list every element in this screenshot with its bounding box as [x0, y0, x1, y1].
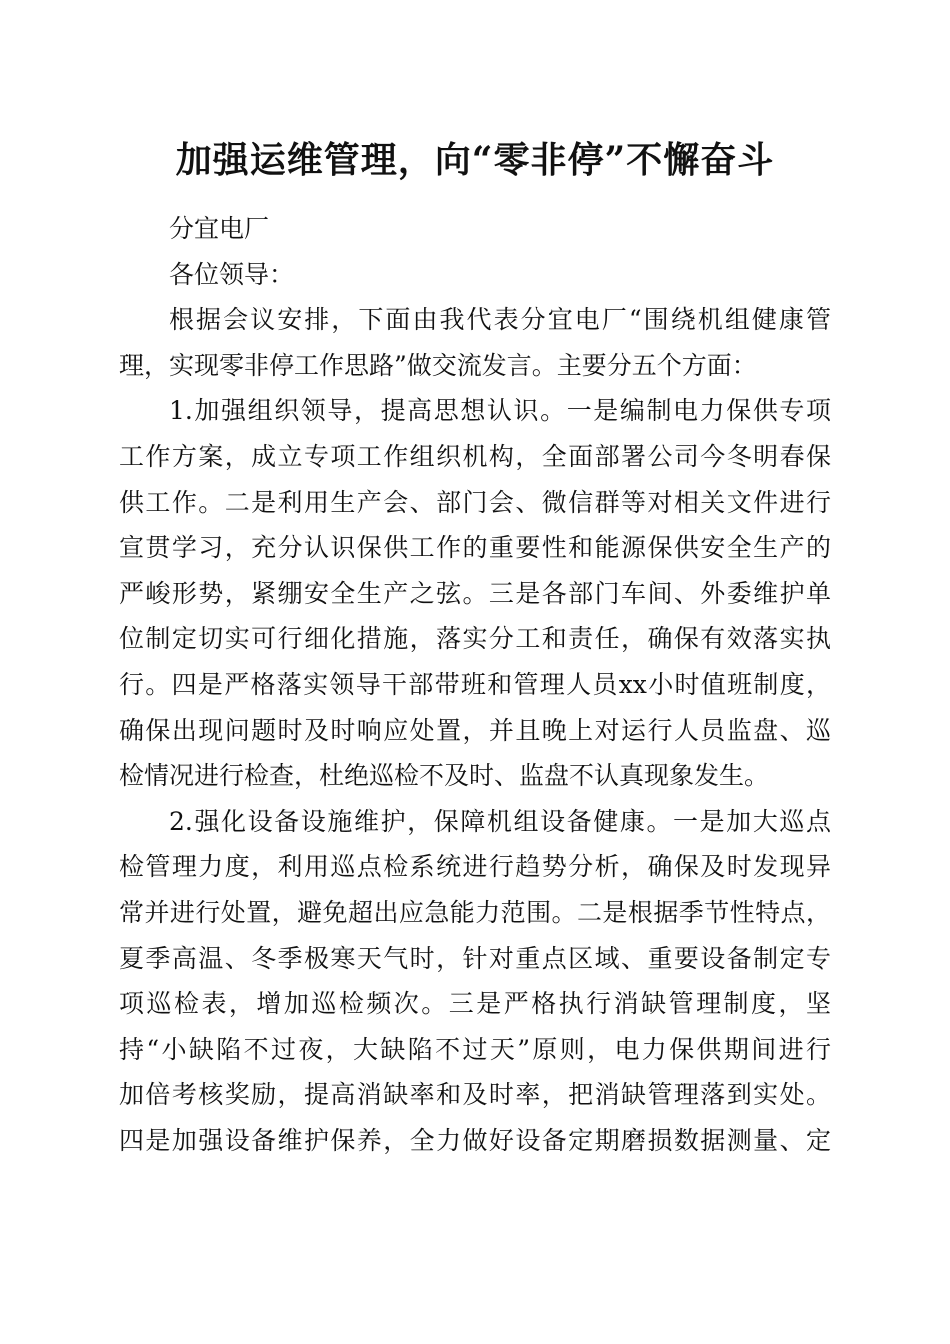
text-line: 各位领导：	[169, 259, 295, 289]
text-line: 持“小缺陷不过夜，大缺陷不过天”原则，电力保供期间进行	[119, 1034, 831, 1064]
paragraph-section-2	[119, 799, 831, 1164]
text-line: 四是加强设备维护保养，全力做好设备定期磨损数据测量、定	[119, 1125, 831, 1155]
document-title: 加强运维管理，向“零非停”不懈奋斗	[175, 139, 775, 181]
text-line: 确保出现问题时及时响应处置，并且晚上对运行人员监盘、巡	[119, 715, 831, 745]
document-body	[119, 206, 831, 1163]
salutation-line	[119, 252, 831, 298]
paragraph-section-1	[119, 388, 831, 798]
author-line	[119, 206, 831, 252]
text-line: 位制定切实可行细化措施，落实分工和责任，确保有效落实执	[119, 624, 831, 654]
text-line: 宣贯学习，充分认识保供工作的重要性和能源保供安全生产的	[119, 533, 831, 563]
text-line: 1.加强组织领导，提高思想认识。一是编制电力保供专项	[169, 396, 831, 426]
text-line: 分宜电厂	[169, 214, 270, 243]
text-line: 夏季高温、冬季极寒天气时，针对重点区域、重要设备制定专	[119, 943, 831, 973]
paragraph-intro	[119, 297, 831, 388]
text-line: 工作方案，成立专项工作组织机构，全面部署公司今冬明春保	[119, 441, 831, 471]
text-line: 检管理力度，利用巡点检系统进行趋势分析，确保及时发现异	[119, 852, 831, 882]
text-line: 加倍考核奖励，提高消缺率和及时率，把消缺管理落到实处。	[119, 1080, 831, 1110]
text-line: 供工作。二是利用生产会、部门会、微信群等对相关文件进行	[119, 487, 831, 517]
text-line: 严峻形势，紧绷安全生产之弦。三是各部门车间、外委维护单	[119, 578, 831, 608]
text-line: 行。四是严格落实领导干部带班和管理人员xx小时值班制度，	[119, 669, 831, 699]
text-line: 根据会议安排，下面由我代表分宜电厂“围绕机组健康管	[169, 305, 831, 335]
text-line: 检情况进行检查，杜绝巡检不及时、监盘不认真现象发生。	[119, 761, 770, 791]
text-line: 理，实现零非停工作思路”做交流发言。主要分五个方面：	[119, 350, 757, 380]
text-line: 2.强化设备设施维护，保障机组设备健康。一是加大巡点	[169, 806, 831, 836]
text-line: 常并进行处置，避免超出应急能力范围。二是根据季节性特点，	[119, 897, 831, 927]
text-line: 项巡检表，增加巡检频次。三是严格执行消缺管理制度，坚	[119, 989, 831, 1019]
